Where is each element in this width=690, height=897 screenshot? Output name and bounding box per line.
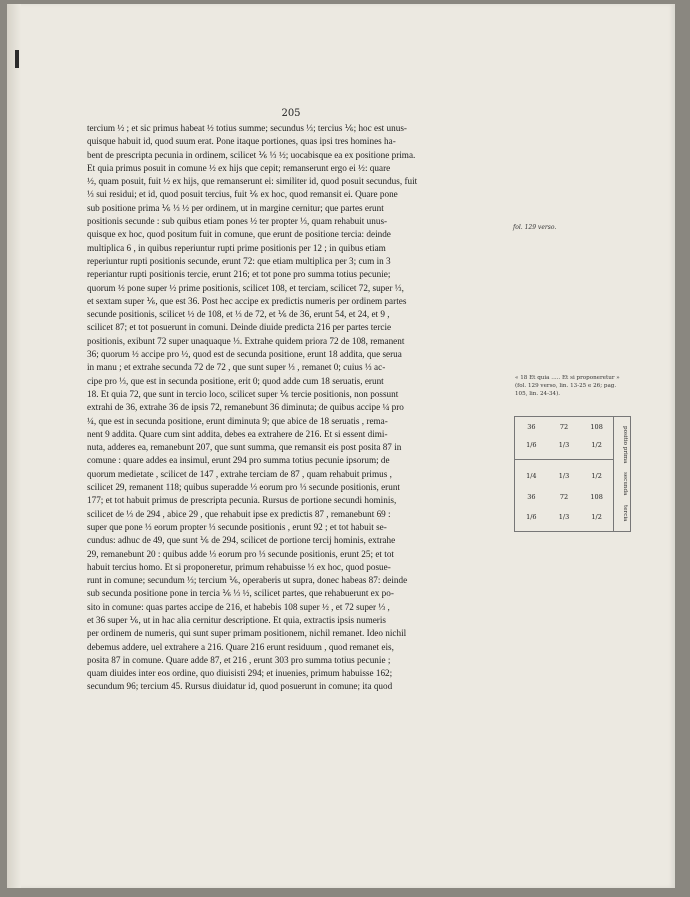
text-line: multiplica 6 , in quibus reperiuntur rupti prime positionis per 12 ; in quibus etiam: [87, 242, 386, 253]
text-line: nuta, adderes ea, remanebunt 207, que sunt summa, que remansit eis post posita 87 in: [87, 442, 402, 453]
table-cell: 36: [527, 423, 536, 431]
text-line: reperiantur rupti positionis tercie, erunt 216; et tot pone pro summa totius pecunie;: [87, 269, 391, 280]
table-cell: 1/2: [591, 513, 602, 521]
text-line: cundus: adhuc de 49, que sunt ⅙ de 294, scilicet de portione tercij hominis, extrahe: [87, 535, 396, 546]
text-line: scilicet 87; et tot posuerunt in comuni. Deinde diuide predicta 216 per partes tercie: [87, 322, 392, 333]
text-line: quorum medietate , scilicet de 147 , extrahe terciam de 87 , quam rehabuit primus ,: [87, 468, 392, 479]
text-line: scilicet de ⅓ de 294 , abice 29 , que rehabuit ipse ex predictis 87 , remanebunt 69 :: [87, 508, 391, 519]
table-row: [515, 423, 613, 431]
text-line: ¼, que est in secunda positione, erunt diminuta 9; que abice de 18 seruatis , rema-: [87, 415, 388, 426]
text-line: quorum ½ pone super ½ prime positionis, scilicet 108, et terciam, scilicet 72, super ⅓,: [87, 282, 404, 293]
table-cell: 1/3: [558, 441, 570, 449]
text-line: 29, remanebunt 20 : quibus adde ⅓ eorum pro ⅓ secunde positionis, erunt 25; et tot: [87, 548, 394, 559]
table-side-label: secunda: [622, 472, 628, 496]
table-row: [515, 513, 613, 521]
table-cell: 1/3: [558, 472, 570, 480]
table-cell: 108: [590, 493, 603, 501]
binding-shadow: [7, 4, 21, 888]
text-line: comune : quare addes ea insimul, erunt 294 pro summa totius pecunie ipsorum; de: [87, 455, 390, 466]
text-line: bent de prescripta pecunia in ordinem, scilicet ⅙ ⅓ ½; uocabisque ea ex positione prima.: [87, 149, 416, 160]
text-line: sito in comune: quas partes accipe de 216, et habebis 108 super ½ , et 72 super ⅓ ,: [87, 601, 390, 612]
table-cell: 108: [590, 423, 603, 431]
text-line: cipe pro ⅓, que est in secunda positione, erit 0; quod adde cum 18 seruatis, erunt: [87, 375, 384, 386]
table-side-label: tercia: [622, 504, 628, 522]
text-line: tercium ½ ; et sic primus habeat ½ totius summe; secundus ⅓; tercius ⅙; hoc est unus-: [87, 123, 407, 133]
text-line: secunde positionis, scilicet ½ de 108, et ⅓ de 72, et ⅙ de 36, erunt 54, et 24, et 9 ,: [87, 309, 390, 320]
table-cell: 1/3: [558, 513, 570, 521]
table-cell: 1/6: [526, 513, 537, 521]
table-cell: 1/4: [526, 472, 537, 480]
table-cell: 1/6: [526, 441, 537, 449]
text-line: runt in comune; secundum ⅓; tercium ⅙, operaberis ut supra, donec habeas 87: deinde: [87, 575, 408, 586]
main-text: [87, 122, 487, 694]
table-divider: [515, 459, 613, 460]
text-line: extrahi de 36, extrahe 36 de ipsis 72, remanebunt 36 diminuta; de quibus accipe ¼ pro: [87, 402, 404, 413]
text-line: secundum 96; tercium 45. Rursus diuidatur id, quod posuerunt in comune; ita quod: [87, 681, 393, 692]
text-line: et 36 super ⅙, ut in hac alia cernitur descriptione. Et quia, extractis ipsis numeris: [87, 614, 386, 625]
table-side-label: positio prima: [622, 426, 628, 464]
text-line: scilicet 29, remanent 118; quibus superadde ⅓ eorum pro ⅓ secunde positionis, erunt: [87, 482, 400, 493]
table-cell: 72: [559, 493, 569, 501]
text-line: nent 9 addita. Quare cum sint addita, debes ea extrahere de 216. Et si essent dimi-: [87, 428, 388, 439]
text-line: habuit tercius homo. Et si proponeretur, primum rehabuisse ⅓ ex hoc, quod posue-: [87, 561, 391, 572]
table-cell: 36: [527, 493, 536, 501]
text-line: 18. Et quia 72, que sunt in tercio loco, scilicet super ⅙ tercie positionis, non possunt: [87, 388, 399, 399]
text-line: reperiuntur rupti positionis secunde, erunt 72: que etiam multiplica per 3; cum in 3: [87, 255, 391, 266]
text-line: ⅓ sui residui; et id, quod posuit tercius, fuit ⅙ ex hoc, quod remansit ei. Quare pone: [87, 189, 398, 200]
margin-reference: fol. 129 verso.: [513, 224, 557, 231]
text-line: quisque habuit id, quod suum erat. Pone itaque portiones, quas ipsi tres homines ha-: [87, 136, 396, 147]
text-line: positionis secunde : sub quibus etiam pones ½ ter propter ⅓, quam rehabuit unus-: [87, 216, 388, 227]
table-row: [515, 472, 613, 480]
binding-mark: [15, 50, 19, 68]
text-line: posita 87 in comune. Quare adde 87, et 216 , erunt 303 pro summa totius pecunie ;: [87, 654, 391, 665]
table-divider: [613, 417, 614, 531]
text-line: ½, quam posuit, fuit ½ ex hijs, que remanserunt ei: similiter id, quod posuit secundus, fuit: [87, 176, 418, 187]
page: [7, 4, 675, 888]
text-line: sub positione prima ⅙ ⅓ ½ per ordinem, ut in margine cernitur; que partes erunt: [87, 202, 384, 213]
margin-citation: « 18 Et quia ..... Et si proponeretur » (fol. 129 verso, lin. 13-25 e 26; pag. 105, lin. 24-34).: [515, 375, 620, 398]
text-line: positionis, exibunt 72 super unaquaque ⅓. Extrahe quidem priora 72 de 108, remanent: [87, 335, 405, 346]
text-line: quam diuides inter eos ordine, quo diuisisti 294; et inuenies, primum habuisse 162;: [87, 668, 393, 679]
table-cell: 72: [559, 423, 569, 431]
fraction-table: [514, 416, 631, 532]
text-line: 36; quorum ½ accipe pro ½, quod est de secunda positione, erunt 18 addita, que serua: [87, 349, 402, 360]
text-line: in manu ; et extrahe secunda 72 de 72 , que sunt super ⅓ , remanet 0; cuius ⅓ ac-: [87, 362, 386, 373]
text-line: Et quia primus posuit in comune ½ ex hijs que cepit; remanserunt ergo ei ½: quare: [87, 162, 391, 173]
text-line: quisque ex hoc, quod positum fuit in comune, que erunt de positione tercia: deinde: [87, 229, 391, 240]
table-row: [515, 441, 613, 449]
table-cell: 1/2: [591, 472, 602, 480]
text-line: sub secunda positione pone in tercia ⅙ ⅓ ½, scilicet partes, que rehabuerunt ex po-: [87, 588, 394, 599]
page-number: 205: [281, 108, 301, 119]
table-row: [515, 493, 613, 501]
table-cell: 1/2: [591, 441, 602, 449]
text-line: super que pone ⅓ eorum propter ⅓ secunde positionis , erunt 92 ; et tot habuit se-: [87, 521, 387, 532]
text-line: et sextam super ⅙, que est 36. Post hec accipe ex predictis numeris per ordinem partes: [87, 295, 407, 306]
text-line: per ordinem de numeris, qui sunt super primam positionem, nichil remanet. Ideo nichil: [87, 628, 407, 639]
text-line: 177; et tot habuit primus de prescripta pecunia. Rursus de portione secundi hominis,: [87, 495, 397, 506]
text-line: debemus addere, uel extrahere a 216. Quare 216 erunt residuum , quod remanet eis,: [87, 641, 394, 652]
